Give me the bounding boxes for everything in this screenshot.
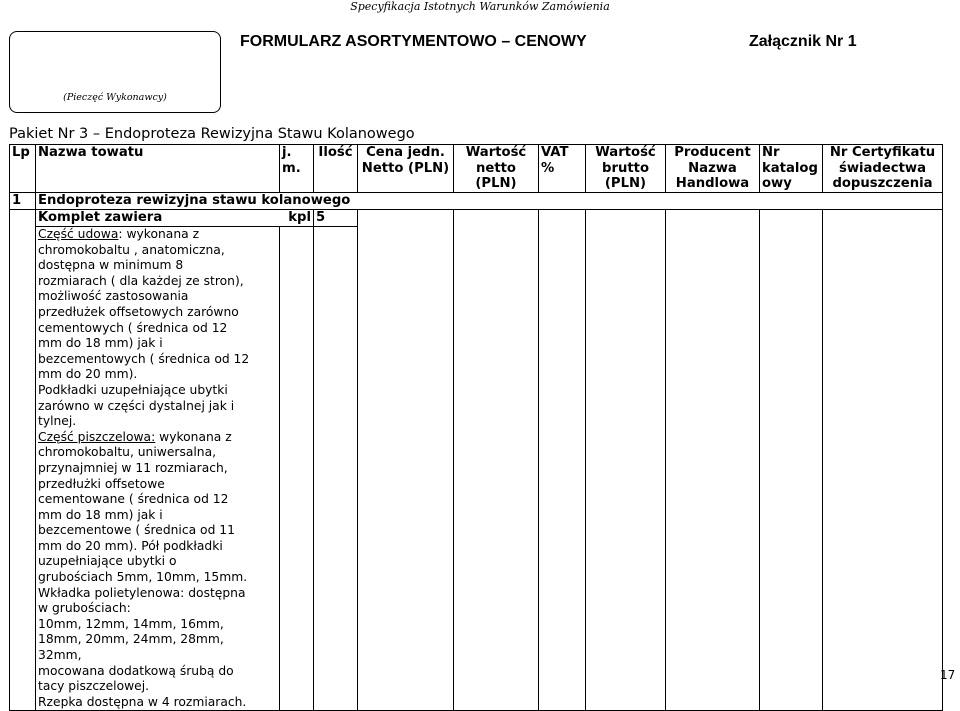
header-producer: Producent Nazwa Handlowa [666, 145, 760, 193]
annex-label: Załącznik Nr 1 [749, 33, 857, 50]
empty-cell [358, 210, 454, 711]
header-qty: Ilość [314, 145, 358, 193]
header-unit: j. m. [280, 145, 314, 193]
table-header-row [10, 145, 943, 193]
femoral-text: : wykonana z chromokobaltu , anatomiczna, dostępna w minimum 8 rozmiarach ( dla każdej ze stron), możliwość zastosowania przedłużek offsetowych zarówno cementowych ( średnica od 12 mm do 18 mm) jak i bezcementowych ( średnica od 12 mm do 20 mm). [38, 227, 250, 382]
header-catalog: Nr katalog owy [760, 145, 823, 193]
package-title: Pakiet Nr 3 – Endoproteza Rewizyjna Stawu Kolanowego [9, 126, 415, 142]
empty-cell [314, 227, 358, 711]
item-lp: 1 [10, 193, 36, 210]
header-lp: Lp [10, 145, 36, 193]
empty-cell [280, 227, 314, 711]
empty-cell [666, 210, 760, 711]
price-table [9, 144, 943, 711]
header-net-value: Wartość netto (PLN) [454, 145, 539, 193]
empty-cell [586, 210, 666, 711]
tibial-text: wykonana z chromokobaltu, uniwersalna, przynajmniej w 11 rozmiarach, przedłużki offsetowe cementowane ( średnica od 12 mm do 18 mm) jak i bezcementowe ( średnica od 11 mm do 20 mm). Pół podkładki uzupełniające ubytki o grubościach 5mm, 10mm, 15mm. [38, 429, 248, 585]
empty-cell [10, 210, 36, 711]
product-description [36, 227, 280, 711]
empty-cell [454, 210, 539, 711]
stamp-caption: (Pieczęć Wykonawcy) [63, 92, 167, 103]
insert-fixation: mocowana dodatkową śrubą do tacy piszczelowej. [38, 663, 234, 694]
insert-intro: Wkładka polietylenowa: dostępna w grubościach: [38, 585, 246, 616]
empty-cell [539, 210, 586, 711]
femoral-pads-text: Podkładki uzupełniające ubytki zarówno w części dystalnej jak i tylnej. [38, 382, 235, 429]
header-gross-value: Wartość brutto (PLN) [586, 145, 666, 193]
tibial-paragraph [38, 430, 253, 586]
set-row [10, 210, 943, 227]
set-label-cell [36, 210, 314, 227]
empty-cell [760, 210, 823, 711]
form-title: FORMULARZ ASORTYMENTOWO – CENOWY [240, 33, 587, 50]
set-label: Komplet zawiera [38, 210, 163, 225]
item-name: Endoproteza rewizyjna stawu kolanowego [36, 193, 943, 210]
page-number: 17 [940, 668, 956, 682]
header-certificate: Nr Certyfikatu świadectwa dopuszczenia [823, 145, 943, 193]
set-qty: 5 [314, 210, 358, 227]
femoral-paragraph [38, 227, 253, 383]
set-unit: kpl [288, 210, 311, 225]
running-header: Specyfikacja Istotnych Warunków Zamówienia [350, 0, 610, 13]
femoral-label: Część udowa [38, 227, 119, 241]
contractor-stamp-box [9, 31, 221, 113]
tibial-label: Część piszczelowa: [38, 429, 156, 444]
empty-cell [823, 210, 943, 711]
header-unit-price: Cena jedn. Netto (PLN) [358, 145, 454, 193]
insert-sizes: 10mm, 12mm, 14mm, 16mm, 18mm, 20mm, 24mm, 28mm, 32mm, [38, 616, 224, 663]
patella-text: Rzepka dostępna w 4 rozmiarach. [38, 694, 247, 709]
header-vat: VAT % [539, 145, 586, 193]
header-name: Nazwa towatu [36, 145, 280, 193]
item-row [10, 193, 943, 210]
